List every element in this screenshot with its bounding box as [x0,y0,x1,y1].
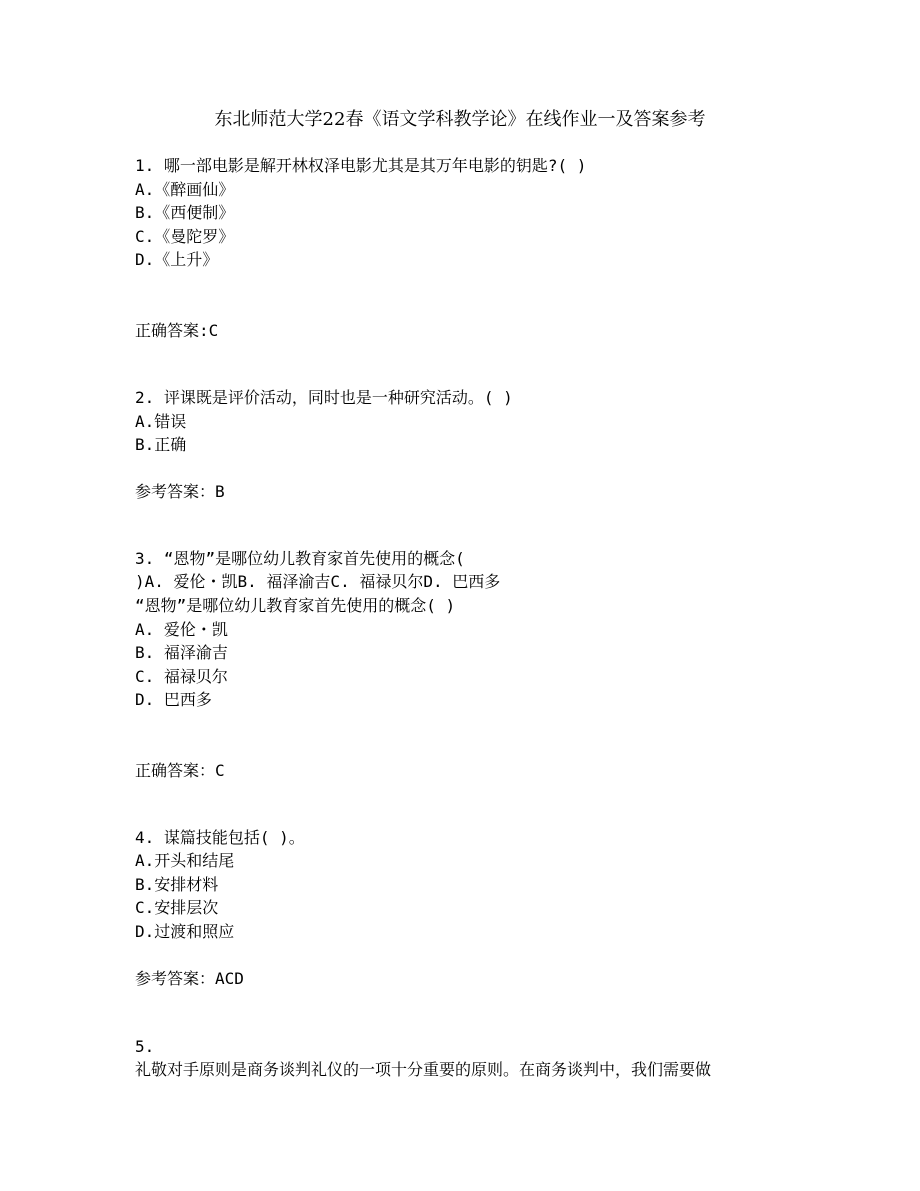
question-3-answer: 正确答案：C [135,761,225,780]
question-1-option-a: A.《醉画仙》 [135,180,235,199]
question-3-stem-line-3: “恩物”是哪位幼儿教育家首先使用的概念( ) [135,596,456,615]
document-title: 东北师范大学22春《语文学科教学论》在线作业一及答案参考 [214,109,706,130]
question-1-stem: 1. 哪一部电影是解开林权泽电影尤其是其万年电影的钥匙?( ) [135,156,587,175]
question-3-option-a: A. 爱伦・凯 [135,620,228,639]
question-3-option-c: C. 福禄贝尔 [135,667,228,686]
question-1-option-c: C.《曼陀罗》 [135,227,235,246]
question-4-option-c: C.安排层次 [135,898,219,917]
question-3-stem-line-1: 3. “恩物”是哪位幼儿教育家首先使用的概念( [135,549,465,568]
question-5-number: 5. [135,1037,155,1056]
question-1-answer: 正确答案:C [135,321,219,340]
question-3-stem-line-2: )A. 爱伦・凯B. 福泽渝吉C. 福禄贝尔D. 巴西多 [135,572,501,591]
question-4-stem: 4. 谋篇技能包括( )。 [135,828,305,847]
question-2-answer: 参考答案：B [135,482,225,501]
question-3-option-b: B. 福泽渝吉 [135,643,228,662]
question-2-stem: 2. 评课既是评价活动，同时也是一种研究活动。( ) [135,388,513,407]
question-2-option-b: B.正确 [135,435,187,454]
question-1-option-b: B.《西便制》 [135,203,235,222]
question-5-stem: 礼敬对手原则是商务谈判礼仪的一项十分重要的原则。在商务谈判中，我们需要做 [135,1060,712,1079]
question-4-option-a: A.开头和结尾 [135,851,235,870]
question-4-option-d: D.过渡和照应 [135,922,235,941]
question-4-option-b: B.安排材料 [135,875,219,894]
question-4-answer: 参考答案：ACD [135,969,244,988]
question-3-option-d: D. 巴西多 [135,690,212,709]
question-1-option-d: D.《上升》 [135,250,219,269]
question-2-option-a: A.错误 [135,412,187,431]
